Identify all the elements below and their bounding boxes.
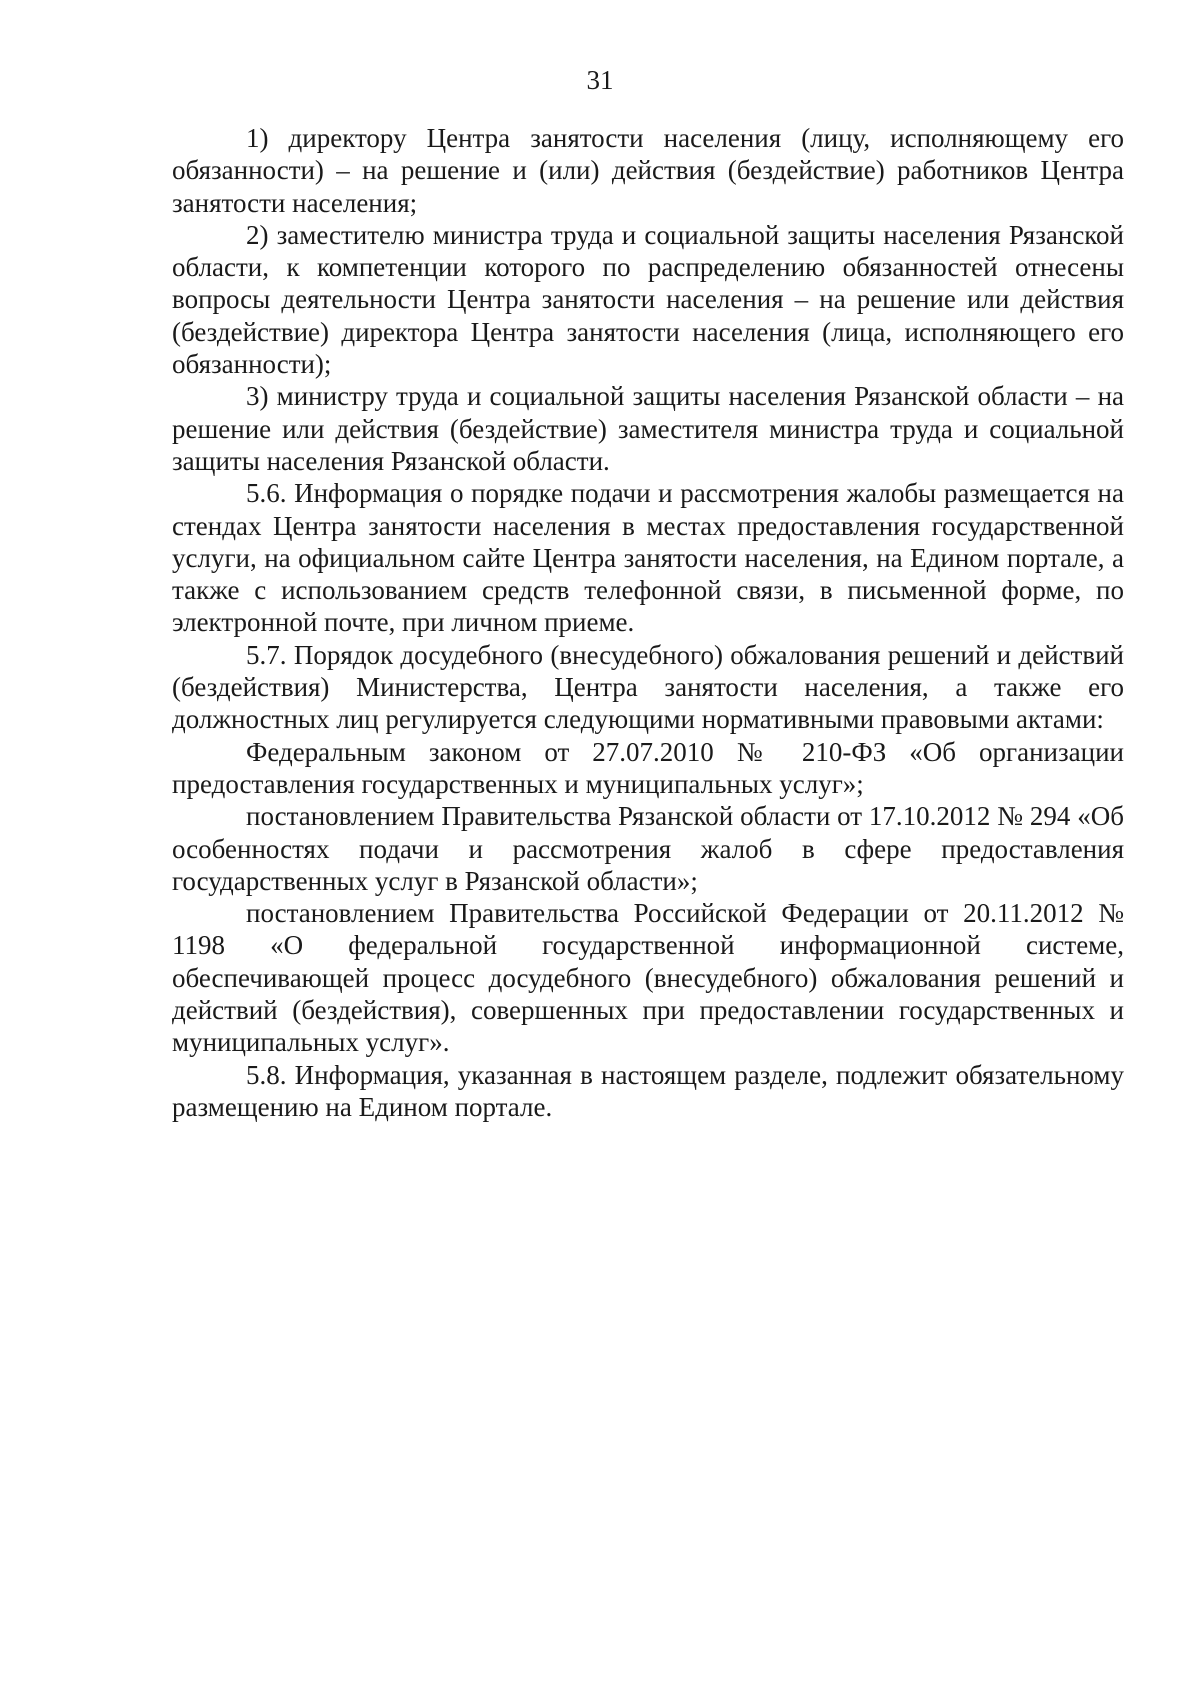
paragraph-5-8: 5.8. Информация, указанная в настоящем разделе, подлежит обязательному размещению на Едином портале.	[172, 1059, 1124, 1122]
page-number: 31	[586, 65, 614, 95]
paragraph-item-3: 3) министру труда и социальной защиты населения Рязанской области – на решение или действия (бездействие) заместителя министра труда и социальной защиты населения Рязанской области.	[172, 381, 1124, 476]
paragraph-regional-resolution: постановлением Правительства Рязанской области от 17.10.2012 № 294 «Об особенностях подачи и рассмотрения жалоб в сфере предоставления государственных услуг в Рязанской области»;	[172, 801, 1124, 896]
paragraph-federal-resolution: постановлением Правительства Российской Федерации от 20.11.2012 № 1198 «О федеральной государственной информационной системе, обеспечивающей процесс досудебного (внесудебного) обжалования решений и действий (бездействия), совершенных при предоставлении государственных и муниципальных услуг».	[172, 898, 1124, 1058]
paragraph-federal-law: Федеральным законом от 27.07.2010 № 210-ФЗ «Об организации предоставления государственных и муниципальных услуг»;	[172, 736, 1124, 799]
paragraph-5-6: 5.6. Информация о порядке подачи и рассмотрения жалобы размещается на стендах Центра занятости населения в местах предоставления государственной услуги, на официальном сайте Центра занятости населения, на Едином портале, а также с использованием средств телефонной связи, в письменной форме, по электронной почте, при личном приеме.	[172, 478, 1124, 638]
paragraph-item-2: 2) заместителю министра труда и социальной защиты населения Рязанской области, к компетенции которого по распределению обязанностей отнесены вопросы деятельности Центра занятости населения – на решение или действия (бездействие) директора Центра занятости населения (лица, исполняющего его обязанности);	[172, 219, 1124, 380]
paragraph-item-1: 1) директору Центра занятости населения (лицу, исполняющему его обязанности) – на решение и (или) действия (бездействие) работников Центра занятости населения;	[172, 123, 1124, 218]
paragraph-5-7: 5.7. Порядок досудебного (внесудебного) обжалования решений и действий (бездействия) Министерства, Центра занятости населения, а также его должностных лиц регулируется следующими нормативными правовыми актами:	[172, 639, 1124, 735]
document-body	[172, 122, 1124, 1123]
